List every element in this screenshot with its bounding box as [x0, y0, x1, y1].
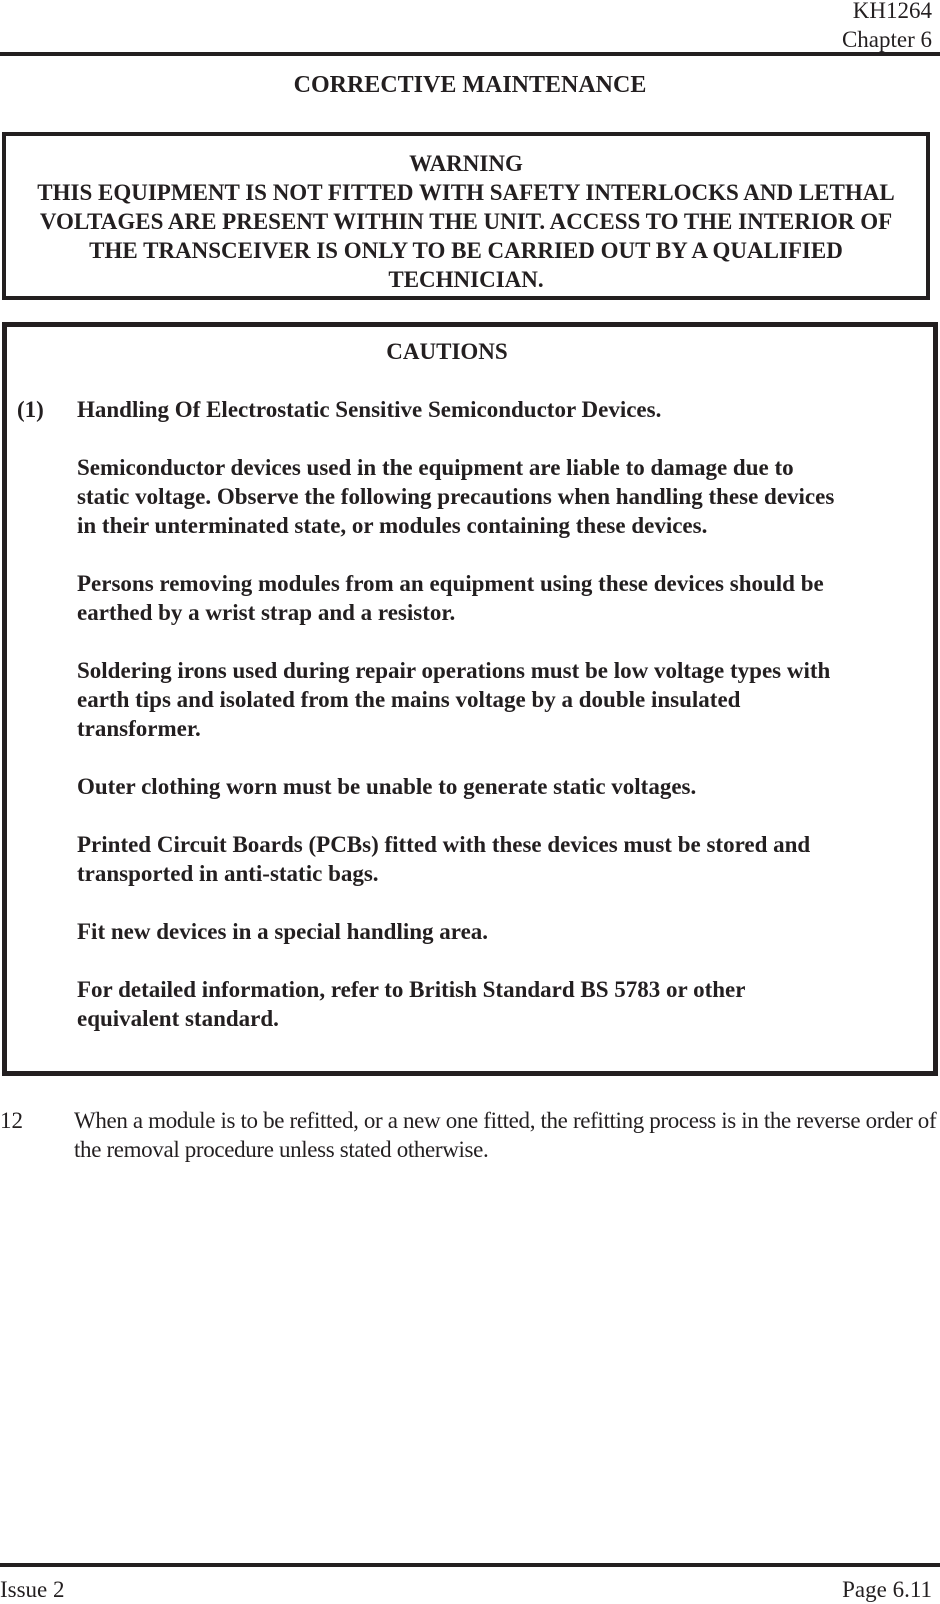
- page-number: Page 6.11: [842, 1577, 932, 1602]
- cautions-heading: CAUTIONS: [386, 339, 508, 364]
- caution-paragraph: Fit new devices in a special handling area.: [77, 919, 489, 944]
- issue-label: Issue 2: [0, 1577, 65, 1602]
- document-id-block: [842, 0, 932, 54]
- caution-item-content: [77, 395, 847, 1033]
- footer-rule: [0, 1563, 940, 1567]
- warning-heading: WARNING: [409, 151, 523, 176]
- warning-text: THIS EQUIPMENT IS NOT FITTED WITH SAFETY INTERLOCKS AND LETHAL VOLTAGES ARE PRESENT WITHIN THE UNIT. ACCESS TO THE INTERIOR OF THE TRANSCEIVER IS ONLY TO BE CARRIED OUT BY A QUALIFIED TECHNICIAN.: [37, 180, 895, 292]
- caution-item-title: Handling Of Electrostatic Sensitive Semiconductor Devices.: [77, 397, 662, 422]
- cautions-box: [2, 322, 938, 1076]
- caution-paragraph: Persons removing modules from an equipment using these devices should be earthed by a wrist strap and a resistor.: [77, 571, 824, 625]
- paragraph-number: 12: [0, 1108, 23, 1133]
- caution-paragraph: Semiconductor devices used in the equipment are liable to damage due to static voltage. Observe the following precautions when handling these devices in their unterminated state, or modules containing these devices.: [77, 455, 835, 538]
- caution-paragraph: Soldering irons used during repair operations must be low voltage types with earth tips and isolated from the mains voltage by a double insulated transformer.: [77, 658, 831, 741]
- header-rule: [0, 52, 940, 56]
- chapter-label: Chapter 6: [841, 27, 932, 52]
- page-title: CORRECTIVE MAINTENANCE: [293, 72, 647, 98]
- caution-item-number: (1): [17, 397, 44, 422]
- caution-paragraph: For detailed information, refer to British Standard BS 5783 or other equivalent standard.: [77, 977, 746, 1031]
- paragraph-text: When a module is to be refitted, or a new one fitted, the refitting process is in the reverse order of the removal procedure unless stated otherwise.: [74, 1108, 937, 1162]
- warning-box: [2, 132, 930, 300]
- caution-paragraph: Outer clothing worn must be unable to generate static voltages.: [77, 774, 697, 799]
- caution-paragraph: Printed Circuit Boards (PCBs) fitted with these devices must be stored and transported in anti-static bags.: [77, 832, 811, 886]
- document-code: KH1264: [852, 0, 932, 23]
